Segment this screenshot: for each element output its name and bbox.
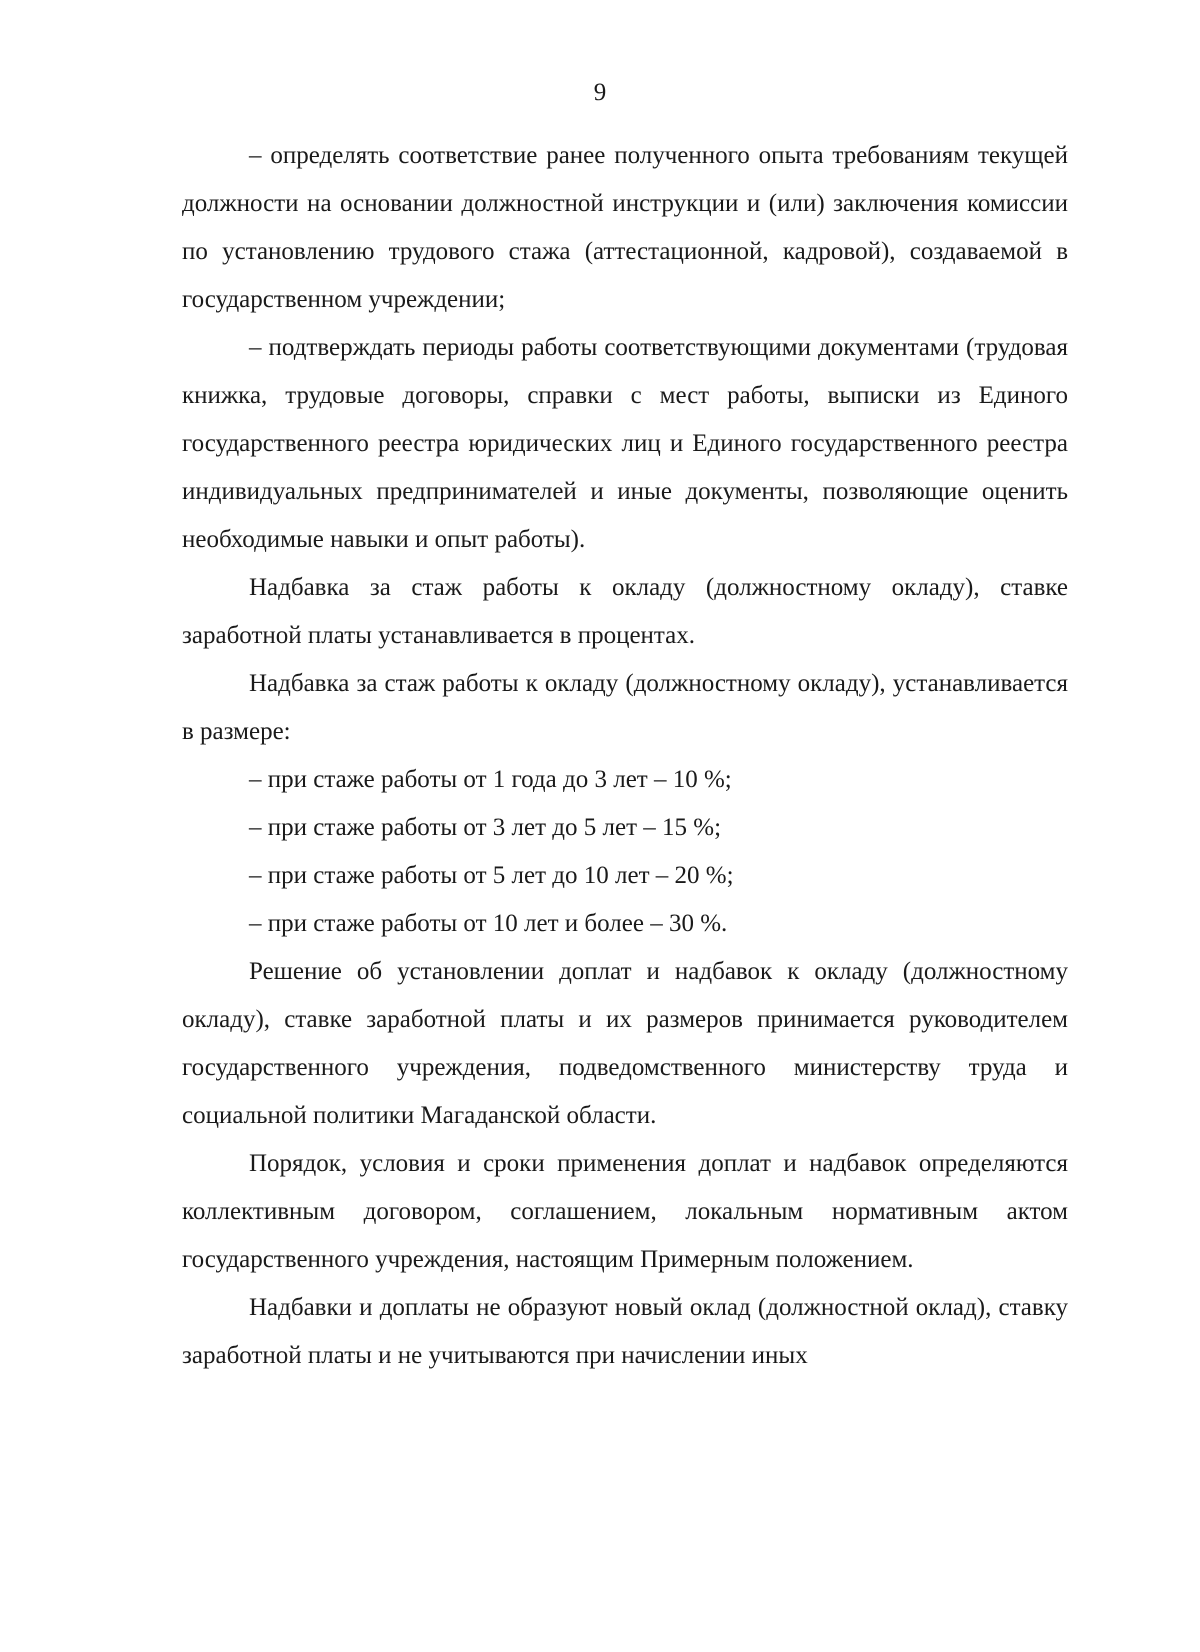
paragraph-decision-authority: Решение об установлении доплат и надбавок к окладу (должностному окладу), ставке заработной платы и их размеров принимается руководителем государственного учреждения, подведомственного министерству труда и социальной политики Магаданской области. — [182, 958, 1068, 1129]
paragraph-work-periods-confirmation: – подтверждать периоды работы соответствующими документами (трудовая книжка, трудовые договоры, справки с мест работы, выписки из Единого государственного реестра юридических лиц и Единого государственного реестра индивидуальных предпринимателей и иные документы, позволяющие оценить необходимые навыки и опыт работы). — [182, 334, 1068, 553]
paragraph-seniority-bonus-percent: Надбавка за стаж работы к окладу (должностному окладу), ставке заработной платы устанавливается в процентах. — [182, 574, 1068, 649]
seniority-bonus-list — [182, 756, 1068, 948]
document-body — [182, 132, 1068, 1380]
list-item: – при стаже работы от 5 лет до 10 лет – 20 %; — [249, 862, 734, 889]
paragraph-bonuses-not-salary: Надбавки и доплаты не образуют новый оклад (должностной оклад), ставку заработной платы и не учитываются при начислении иных — [182, 1294, 1068, 1369]
list-item: – при стаже работы от 3 лет до 5 лет – 15 %; — [249, 814, 722, 841]
page-number: 9 — [593, 79, 607, 106]
paragraph-procedure-conditions: Порядок, условия и сроки применения доплат и надбавок определяются коллективным договором, соглашением, локальным нормативным актом государственного учреждения, настоящим Примерным положением. — [182, 1150, 1068, 1273]
list-item: – при стаже работы от 1 года до 3 лет – 10 %; — [249, 766, 732, 793]
list-item: – при стаже работы от 10 лет и более – 30 %. — [249, 910, 728, 937]
paragraph-experience-assessment: – определять соответствие ранее полученного опыта требованиям текущей должности на основании должностной инструкции и (или) заключения комиссии по установлению трудового стажа (аттестационной, кадровой), создаваемой в государственном учреждении; — [182, 142, 1068, 313]
paragraph-seniority-bonus-size: Надбавка за стаж работы к окладу (должностному окладу), устанавливается в размере: — [182, 670, 1068, 745]
